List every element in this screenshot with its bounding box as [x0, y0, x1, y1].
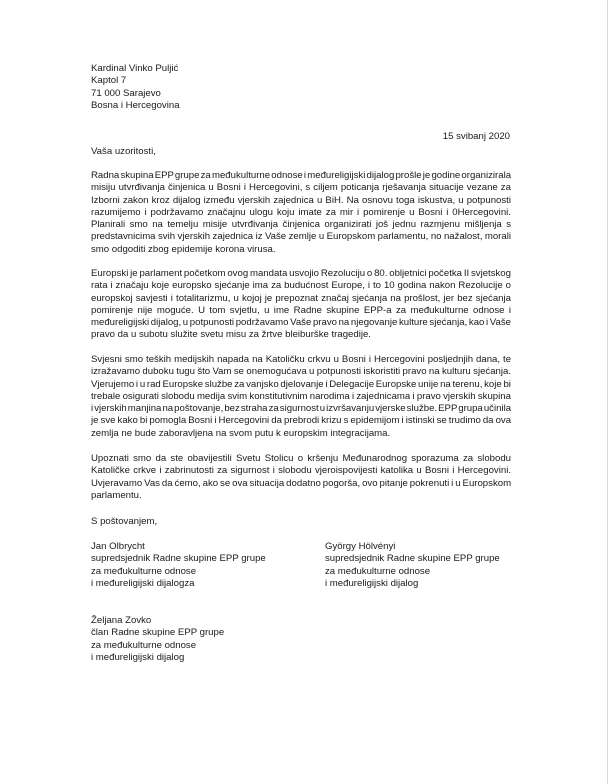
text-line: europskoj savjesti i totalitarizmu, u kojoj je prepoznat značaj sjećanja na prošlost, jer bez sjećanja — [91, 292, 511, 304]
signatory-title: i međureligijski dijalogza — [91, 578, 195, 590]
signatory-name: Jan Olbrycht — [91, 541, 145, 552]
text-line: predstavnicima svih vjerskih zajednica iz Vaše zemlje u Europskom parlamentu, no nažalost, morali — [91, 231, 511, 243]
signatory-title: za međukulturne odnose — [91, 639, 197, 651]
text-line: misiju utvrđivanja činjenica u Bosni i Hercegovini, s ciljem poticanja rješavanja situacije vezane za — [91, 182, 511, 194]
signatory-title: supredsjednik Radne skupine EPP grupe — [91, 553, 266, 565]
signatory-name: Željana Zovko — [91, 615, 152, 626]
signature-block-2 — [325, 541, 500, 591]
closing: S poštovanjem, — [91, 516, 158, 527]
signatory-title: za međukulturne odnose — [325, 565, 431, 577]
signatory-title: i međureligijski dijalog — [91, 652, 185, 664]
text-line: Uvjeravamo Vas da ćemo, ako se ova situacija dodatno pogorša, ovo pitanje pokrenuti i u Europskom — [91, 477, 512, 489]
signature-block-1 — [91, 541, 266, 591]
letter-date: 15 svibanj 2020 — [442, 131, 510, 142]
text-line: i vjerskih manjina na poštovanje, bez straha za sigurnost u izvršavanju vjerske službe. EPP grupa učinila — [91, 403, 512, 415]
text-line: Europski je parlament početkom ovog mandata usvojio Rezoluciju o 80. obljetnici početka II svjetskog — [91, 268, 511, 279]
text-line: međureligijski dijalog, u potpunosti podržavamo Vaše pravo na njegovanje kulture sjećanja, kao i Vaše — [91, 317, 511, 329]
recipient-address — [91, 63, 180, 113]
text-line: trebale osigurati slobodu medija svim konstitutivnim narodima i zajednicama i pravo vjerskih skupina — [91, 390, 511, 402]
text-line: Upoznati smo da ste obavijestili Svetu Stolicu o kršenju Međunarodnog sporazuma za slobodu — [91, 453, 511, 464]
text-line: razumijemo i podržavamo značajnu ulogu koju imate za mir i pomirenje u Bosni i 0Hercegovini. — [91, 206, 511, 218]
text-line: zemlja ne bude zaboravljena na svom putu k europskim integracijama. — [91, 427, 391, 439]
recipient-country: Bosna i Hercegovina — [91, 100, 180, 112]
text-line: Svjesni smo teških medijskih napada na Katoličku crkvu u Bosni i Hercegovini posljednjih dana, te — [91, 354, 512, 365]
text-line: Katoličke crkve i zabrinutosti za sigurnost i slobodu vjeroispovijesti katolika u Bosni i Hercegovini. — [91, 465, 511, 477]
signatory-name: György Hölvényi — [325, 541, 396, 552]
recipient-city: 71 000 Sarajevo — [91, 87, 161, 99]
text-line: smo odgoditi zbog epidemije korona virusa. — [91, 243, 276, 255]
recipient-street: Kaptol 7 — [91, 75, 127, 87]
signatory-title: i međureligijski dijalog — [325, 578, 419, 590]
paragraph-3 — [91, 354, 511, 440]
text-line: pomirenje nije moguće. U tom svjetlu, u ime Radne skupine EPP-a za međukulturne odnose i — [91, 304, 512, 316]
text-line: rata i značaju koje europsko sjećanje ima za budućnost Europe, i to 10 godina nakon Rezolucije o — [91, 280, 511, 292]
salutation: Vaša uzoritosti, — [91, 146, 156, 157]
paragraph-4 — [91, 453, 511, 502]
text-line: pravo da u subotu služite svetu misu za žrtve bleiburške tragedije. — [91, 329, 371, 341]
signatory-title: supredsjednik Radne skupine EPP grupe — [325, 553, 500, 565]
paragraph-1 — [91, 170, 511, 256]
text-line: Radna skupina EPP grupe za međukulturne odnose i međureligijski dijalog prošle je godine organizirala — [91, 170, 512, 181]
text-line: izražavamo duboku tugu što Vam se onemogućava u potpunosti iskoristiti pravo na kulturu sjećanja. — [91, 366, 512, 378]
signature-block-3 — [91, 615, 224, 665]
text-line: parlamentu. — [91, 489, 142, 501]
signatory-title: za međukulturne odnose — [91, 565, 197, 577]
paragraph-2 — [91, 268, 511, 342]
recipient-name: Kardinal Vinko Puljić — [91, 63, 179, 74]
text-line: je sve kako bi pomogla Bosni i Hercegovini da prebrodi krizu s epidemijom i istinski se trudimo da ova — [91, 415, 512, 427]
text-line: Vjerujemo i u rad Europske službe za vanjsko djelovanje i Delegacije Europske unije na terenu, koje bi — [91, 378, 511, 390]
signatory-title: član Radne skupine EPP grupe — [91, 627, 225, 639]
text-line: Izborni zakon kroz dijalog između vjerskih zajednica u BiH. Na osnovu toga iskustva, u potpunosti — [91, 194, 511, 206]
text-line: Planirali smo na temelju misije utvrđivanja činjenica organizirati još jednu razmjenu mišljenja s — [91, 219, 512, 231]
